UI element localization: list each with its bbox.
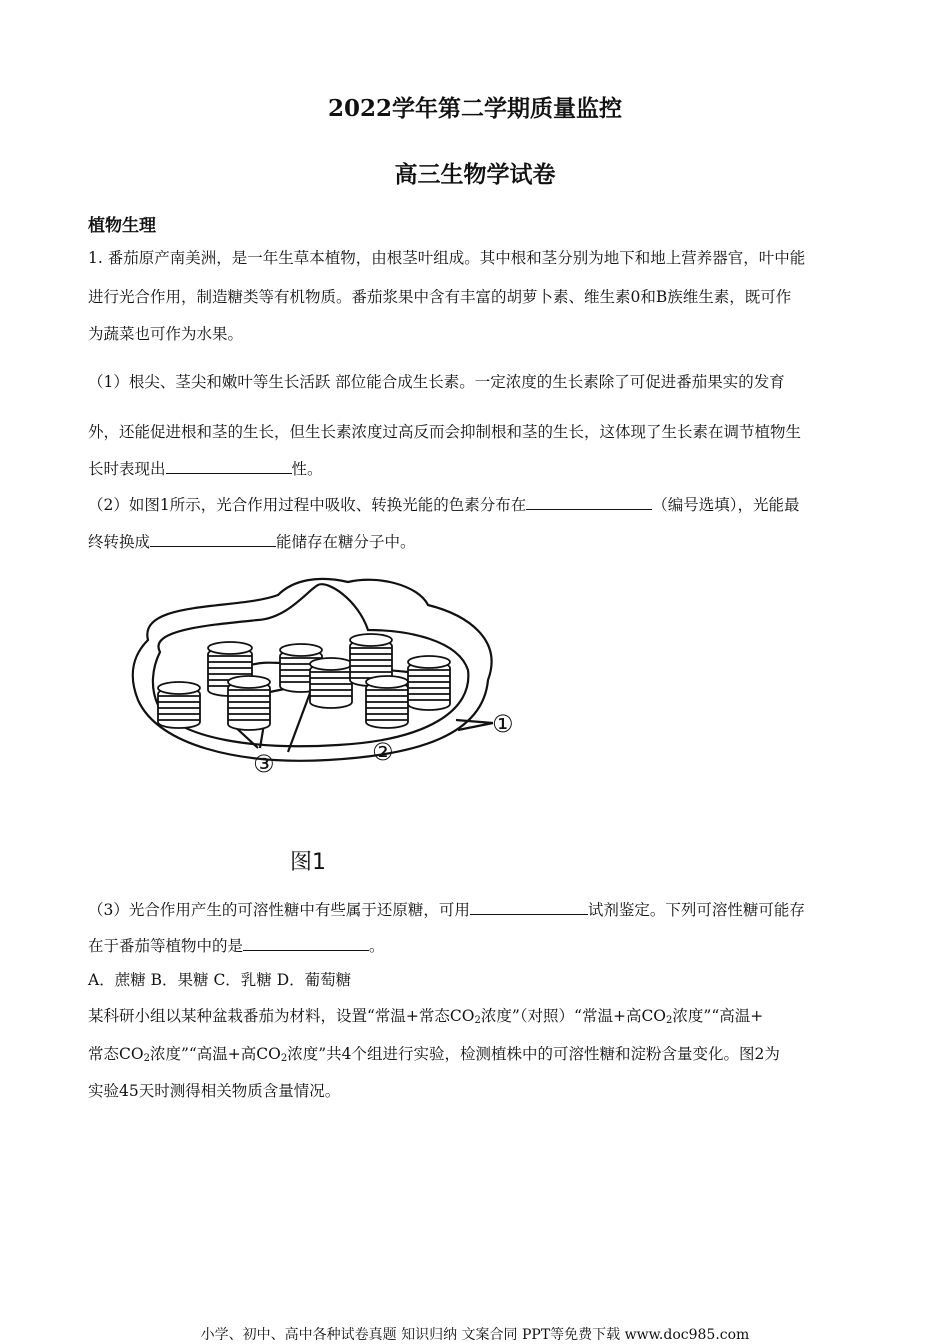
granum <box>408 656 450 710</box>
granum <box>158 682 200 728</box>
text-fragment: 长时表现出 <box>88 460 166 478</box>
granum <box>228 676 270 730</box>
subquestion-1-line-1: （1）根尖、茎尖和嫩叶等生长活跃 部位能合成生长素。一定浓度的生长素除了可促进番茄果实的发育 <box>88 373 785 391</box>
figure-label-1: ① <box>492 710 514 738</box>
answer-options: A．蔗糖 B．果糖 C．乳糖 D．葡萄糖 <box>88 971 352 989</box>
text-fragment: 。 <box>369 937 385 955</box>
subscript: 2 <box>143 1053 150 1064</box>
granum <box>366 676 408 728</box>
text-fragment: 终转换成 <box>88 533 151 551</box>
question-intro-line-2: 进行光合作用，制造糖类等有机物质。番茄浆果中含有丰富的胡萝卜素、维生素0和B族维生素，既可作 <box>88 288 792 306</box>
exam-subtitle: 高三生物学试卷 <box>394 161 556 188</box>
answer-blank-2[interactable] <box>526 494 652 510</box>
subquestion-3-line-2 <box>88 934 385 956</box>
text-fragment: 浓度”（对照）“常温+高CO <box>480 1007 667 1025</box>
text-fragment: （3）光合作用产生的可溶性糖中有些属于还原糖，可用 <box>88 901 470 919</box>
text-fragment: 性。 <box>291 460 323 478</box>
text-fragment: 在于番茄等植物中的是 <box>88 937 244 955</box>
subscript: 2 <box>666 1015 673 1026</box>
figure-label-3: ③ <box>253 750 275 778</box>
text-fragment: 浓度”共4个组进行实验，检测植株中的可溶性糖和淀粉含量变化。图2为 <box>287 1045 780 1063</box>
text-fragment: 某科研小组以某种盆栽番茄为材料，设置“常温+常态CO <box>88 1007 475 1025</box>
answer-blank-5[interactable] <box>243 935 369 951</box>
figure-caption: 图1 <box>290 850 326 875</box>
text-fragment: （2）如图1所示，光合作用过程中吸收、转换光能的色素分布在 <box>88 496 527 514</box>
text-fragment: 浓度”“高温+ <box>672 1007 764 1025</box>
section-heading: 植物生理 <box>88 216 156 236</box>
question-intro-line-1: 1. 番茄原产南美洲，是一年生草本植物，由根茎叶组成。其中根和茎分别为地下和地上营养器官，叶中能 <box>88 249 806 267</box>
subquestion-2-line-2 <box>88 530 416 552</box>
question-intro-line-3: 为蔬菜也可作为水果。 <box>88 325 244 343</box>
chloroplast-figure <box>118 570 538 780</box>
answer-blank-1[interactable] <box>166 458 292 474</box>
subquestion-1-line-2: 外，还能促进根和茎的生长，但生长素浓度过高反而会抑制根和茎的生长，这体现了生长素在调节植物生 <box>88 423 802 441</box>
experiment-line-1 <box>88 1004 763 1026</box>
text-fragment: （编号选填），光能最 <box>652 496 800 514</box>
text-fragment: 能储存在糖分子中。 <box>276 533 416 551</box>
subquestion-2-line-1 <box>88 493 800 515</box>
answer-blank-3[interactable] <box>150 531 276 547</box>
subscript: 2 <box>280 1053 288 1064</box>
experiment-line-3: 实验45天时测得相关物质含量情况。 <box>88 1082 341 1100</box>
text-fragment: 试剂鉴定。下列可溶性糖可能存 <box>587 901 805 919</box>
page-footer: 小学、初中、高中各种试卷真题 知识归纳 文案合同 PPT等免费下载 www.doc985.com <box>200 1327 750 1343</box>
text-fragment: 常态CO <box>88 1045 144 1063</box>
granum <box>310 658 352 708</box>
text-fragment: 浓度”“高温+高CO <box>149 1045 281 1063</box>
subquestion-3-line-1 <box>88 898 805 920</box>
subscript: 2 <box>474 1015 481 1026</box>
exam-title: 2022学年第二学期质量监控 <box>327 95 622 122</box>
figure-label-2: ② <box>372 738 394 766</box>
answer-blank-4[interactable] <box>470 899 588 915</box>
subquestion-1-line-3 <box>88 457 323 479</box>
experiment-line-2 <box>88 1042 780 1064</box>
